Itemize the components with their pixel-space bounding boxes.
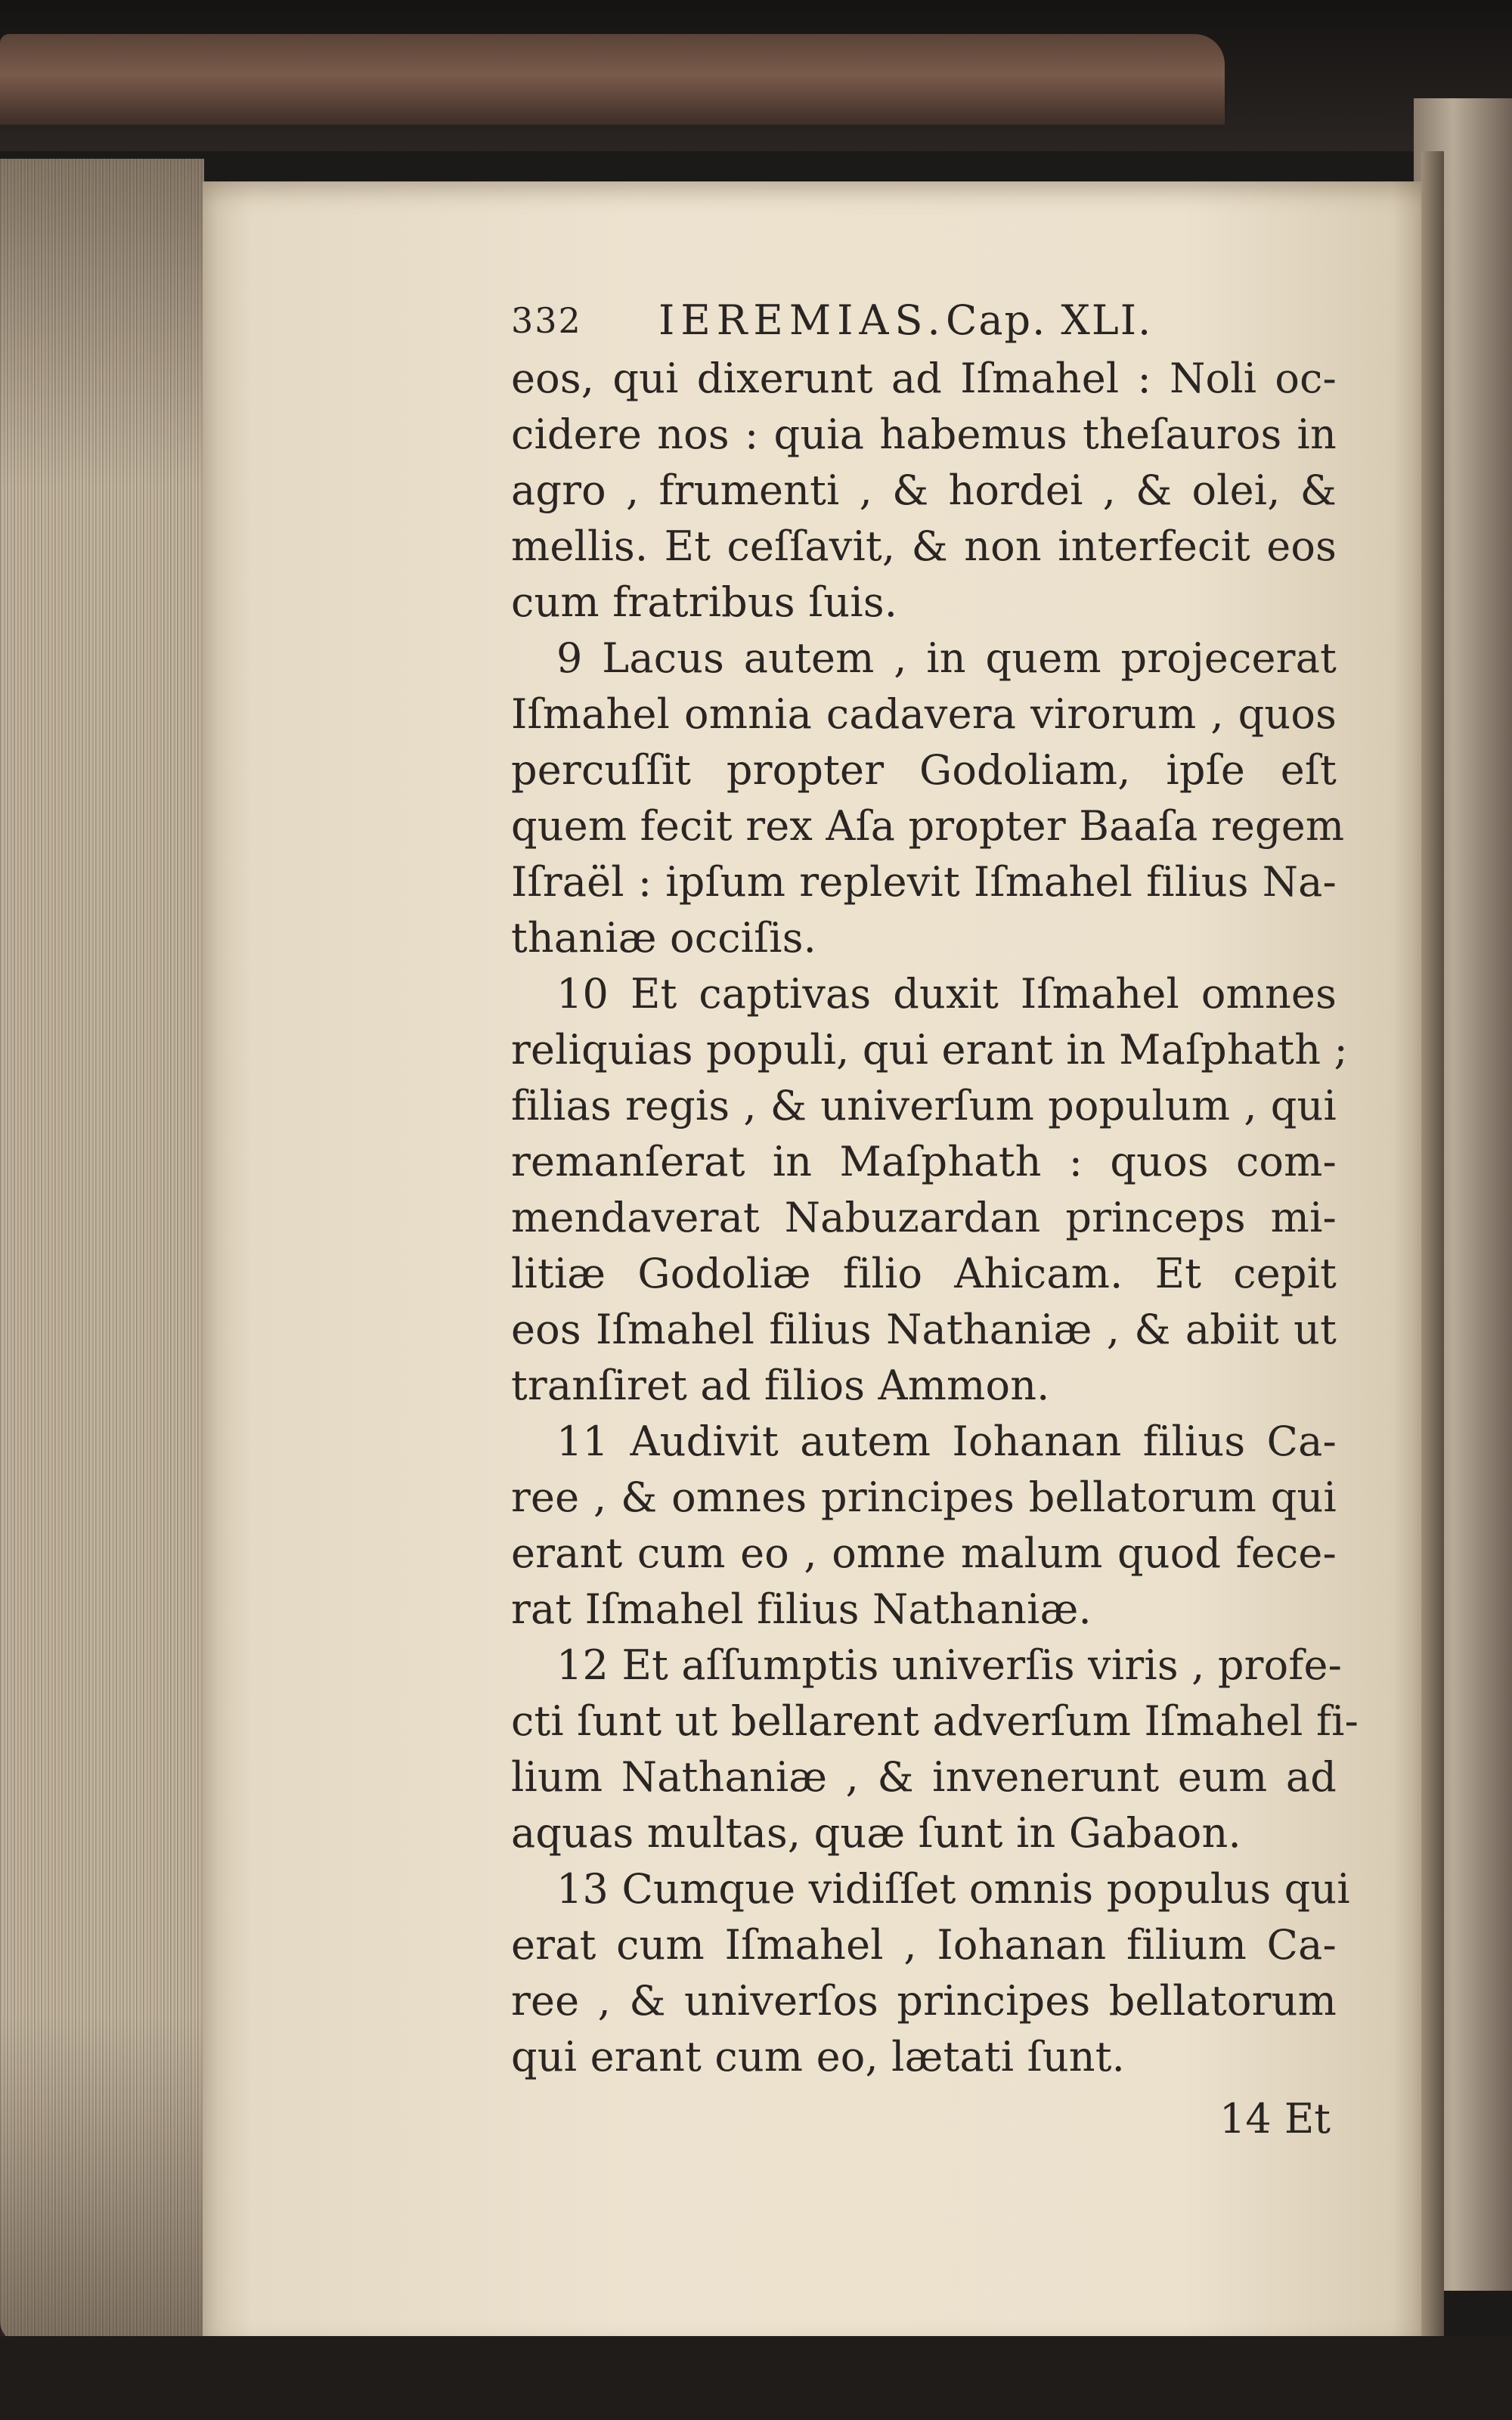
running-head [511, 290, 1337, 351]
text-line: erat cum Iſmahel , Iohanan filium Ca- [511, 1921, 1337, 1969]
text-line: mellis. Et ceſſavit, & non interfecit eos [511, 522, 1337, 570]
verse-12-start: 12 Et aſſumptis univerſis viris , profe- [556, 1641, 1343, 1689]
text-line: eos Iſmahel filius Nathaniæ , & abiit ut [511, 1306, 1337, 1353]
page-block-edge [0, 159, 204, 2344]
text-line: ree , & omnes principes bellatorum qui [511, 1473, 1337, 1521]
text-line: lium Nathaniæ , & invenerunt eum ad [511, 1753, 1337, 1801]
verse-9-start: 9 Lacus autem , in quem projecerat [556, 634, 1337, 682]
text-line: mendaverat Nabuzardan princeps mi- [511, 1194, 1337, 1241]
text-line: cidere nos : quia habemus theſauros in [511, 411, 1337, 458]
page-gutter [1421, 151, 1444, 2344]
chapter-label: Cap. XLI. [946, 296, 1153, 344]
text-line: cum fratribus ſuis. [511, 578, 898, 626]
text-line: aquas multas, quæ ſunt in Gabaon. [511, 1809, 1241, 1857]
text-line: rat Iſmahel filius Nathaniæ. [511, 1585, 1092, 1633]
background-bottom [0, 2336, 1512, 2420]
text-line: reliquias populi, qui erant in Maſphath ; [511, 1026, 1348, 1074]
page-number: 332 [511, 300, 582, 341]
text-line: ree , & univerſos principes bellatorum [511, 1977, 1337, 2025]
verse-13-start: 13 Cumque vidiſſet omnis populus qui [556, 1865, 1350, 1913]
text-line: litiæ Godoliæ filio Ahicam. Et cepit [511, 1250, 1337, 1297]
verse-11-start: 11 Audivit autem Iohanan filius Ca- [556, 1418, 1337, 1465]
text-line: agro , frumenti , & hordei , & olei, & [511, 466, 1337, 514]
text-line: Iſmahel omnia cadavera virorum , quos [511, 690, 1337, 738]
text-line: remanſerat in Maſphath : quos com- [511, 1138, 1337, 1185]
text-line: cti ſunt ut bellarent adverſum Iſmahel fi- [511, 1697, 1359, 1745]
page-text-block [511, 290, 1359, 2147]
text-line: quem fecit rex Aſa propter Baaſa regem [511, 802, 1345, 850]
catchword: 14 Et [1219, 2095, 1331, 2143]
text-line: tranſiret ad filios Ammon. [511, 1362, 1050, 1409]
text-line: thaniæ occiſis. [511, 914, 817, 962]
text-line: Iſraël : ipſum replevit Iſmahel filius Na- [511, 858, 1337, 906]
text-line: erant cum eo , omne malum quod fece- [511, 1529, 1337, 1577]
verse-10-start: 10 Et captivas duxit Iſmahel omnes [556, 970, 1337, 1018]
book-title: IEREMIAS. [658, 296, 947, 344]
text-line: eos, qui dixerunt ad Iſmahel : Noli oc- [511, 355, 1337, 402]
book-top-edge [0, 34, 1225, 125]
text-line: qui erant cum eo, lætati ſunt. [511, 2033, 1126, 2081]
text-line: filias regis , & univerſum populum , qui [511, 1082, 1337, 1129]
text-line: percuſſit propter Godoliam, ipſe eſt [511, 746, 1337, 794]
